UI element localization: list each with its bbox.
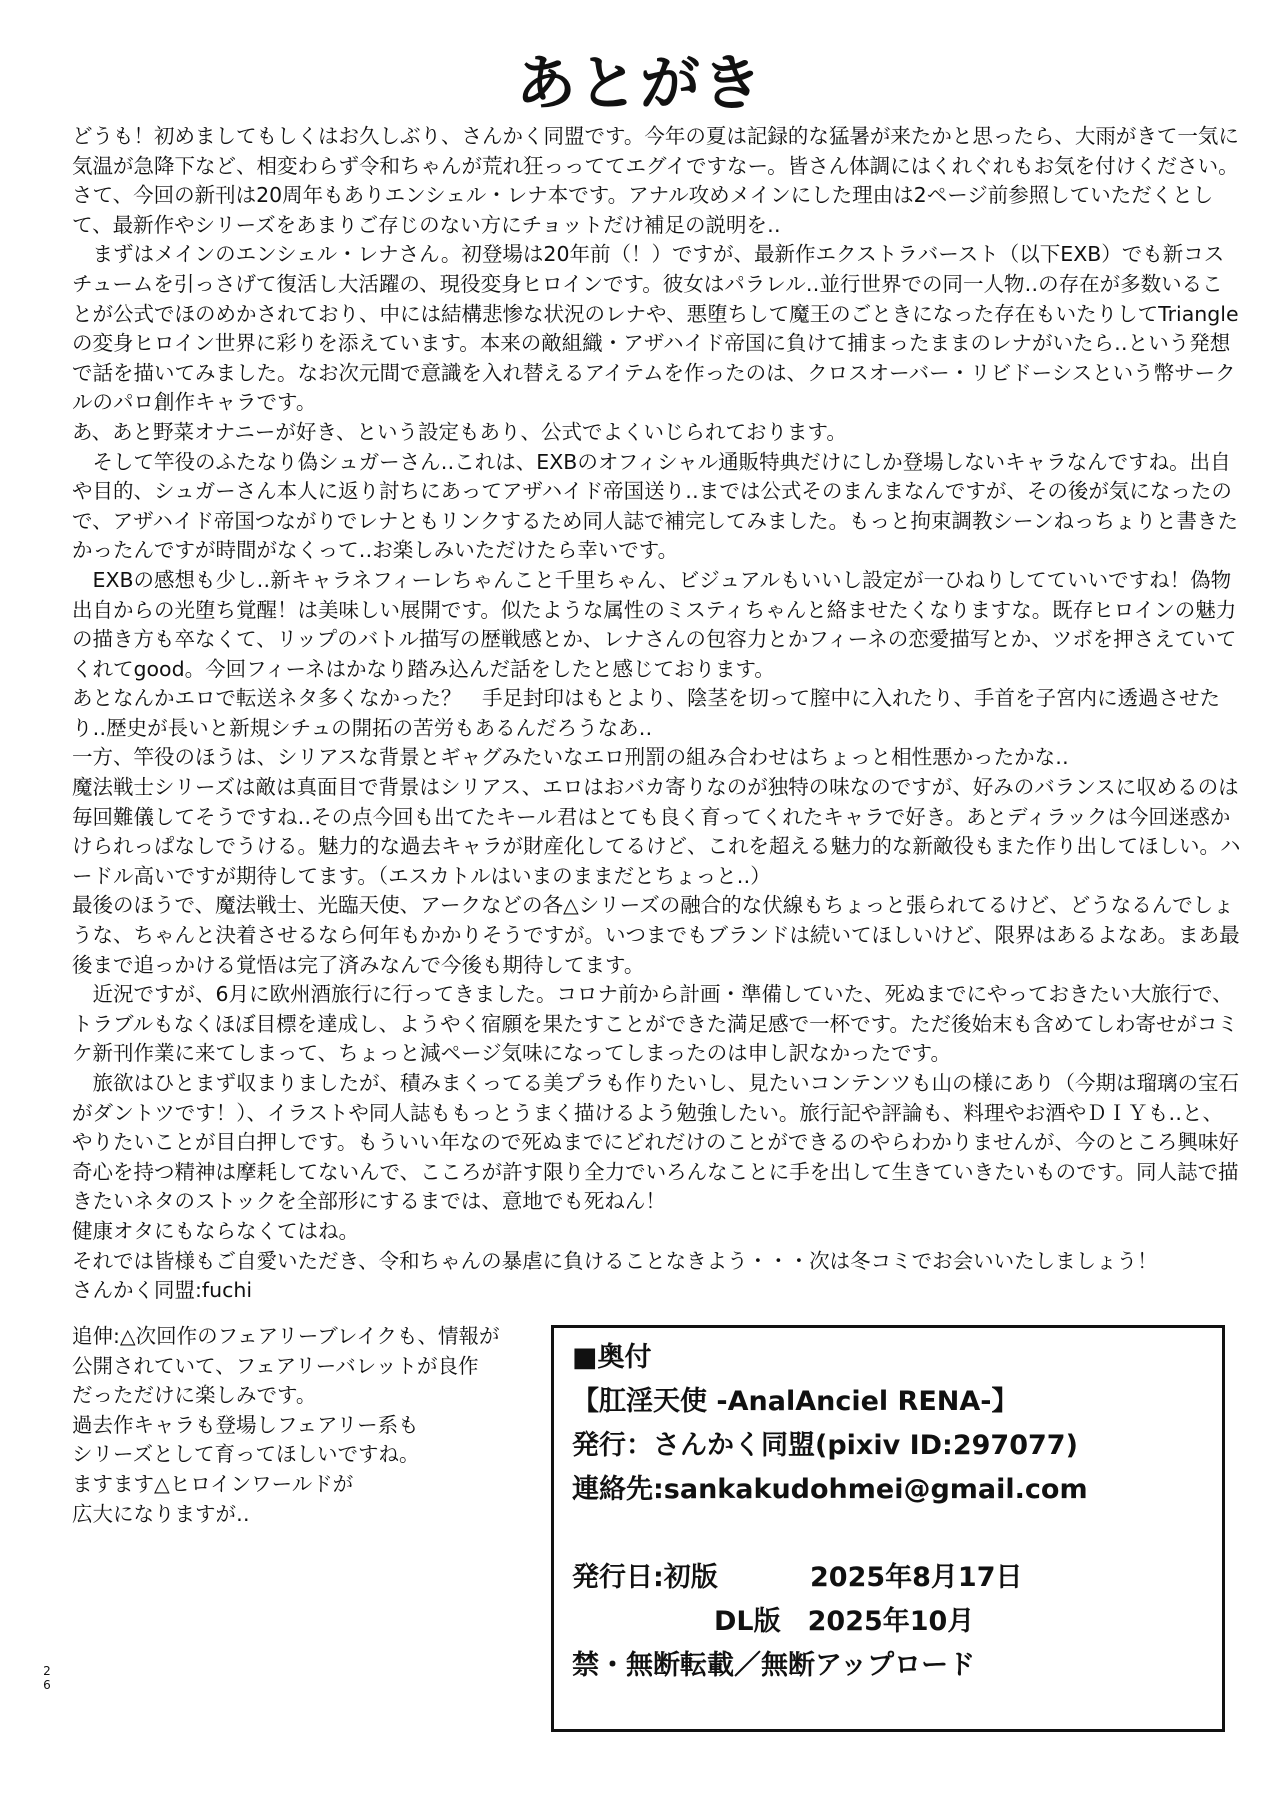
colophon-contact: 連絡先:sankakudohmei@gmail.com xyxy=(572,1474,1088,1505)
paragraph-rena-setting: あ、あと野菜オナニーが好き、という設定もあり、公式でよくいじられております。 xyxy=(72,419,847,444)
paragraph-rena: まずはメインのエンシェル・レナさん。初登場は20年前（！）ですが、最新作エクストラバースト（以下EXB）でも新コスチュームを引っさげて復活し大活躍の、現役変身ヒロインです。彼女はパラレル‥並行世界での同一人物‥の存在が多数いることが公式でほのめかされており、中には結構悲惨な状況のレナや、悪堕ちして魔王のごときになった存在もいたりしてTriangleの変身ヒロイン世界に彩りを添えています。本来の敵組織・アザハイド帝国に負けて捕まったままのレナがいたら‥という発想で話を描いてみました。なお次元間で意識を入れ替えるアイテムを作ったのは、クロスオーバー・リビドーシスという幣サークルのパロ創作キャラです。 xyxy=(72,242,1239,415)
paragraph-fake-sugar: そして竿役のふたなり偽シュガーさん‥これは、EXBのオフィシャル通販特典だけにしか登場しないキャラなんですね。出自や目的、シュガーさん本人に返り討ちにあってアザハイド帝国送り‥までは公式そのまんまなんですが、その後が気になったので、アザハイド帝国つながりでレナともリンクするため同人誌で補完してみました。もっと拘束調教シーンねっちょりと書きたかったんですが時間がなくって‥お楽しみいただけたら幸いです。 xyxy=(72,449,1239,563)
paragraph-travel: 近況ですが、6月に欧州酒旅行に行ってきました。コロナ前から計画・準備していた、死ぬまでにやっておきたい大旅行で、トラブルもなくほぼ目標を達成し、ようやく宿願を果たすことができた満足感で一杯です。ただ後始末も含めてしわ寄せがコミケ新刊作業に来てしまって、ちょっと減ページ気味になってしまったのは申し訳なかったです。 xyxy=(72,982,1239,1066)
colophon-heading: ■奥付 xyxy=(572,1342,652,1373)
paragraph-closing: それでは皆様もご自愛いただき、令和ちゃんの暴虐に負けることなきよう・・・次は冬コミでお会いいたしましょう！ xyxy=(72,1248,1158,1273)
paragraph-transfer: あとなんかエロで転送ネタ多くなかった？ 手足封印はもとより、陰茎を切って膣中に入れたり、手首を子宮内に透過させたり‥歴史が長いと新規シチュの開拓の苦労もあるんだろうなあ‥ xyxy=(72,686,1220,740)
dl-date: 2025年10月 xyxy=(807,1606,975,1637)
paragraph-hobbies: 旅欲はひとまず収まりましたが、積みまくってる美プラも作りたいし、見たいコンテンツも山の様にあり（今期は瑠璃の宝石がダントツです！）、イラストや同人誌ももっとうまく描けるよう勉強したい。旅行記や評論も、料理やお酒やＤＩＹも‥と、やりたいことが目白押しです。もういい年なので死ぬまでにどれだけのことができるのやらわかりませんが、今のところ興味好奇心を持つ精神は摩耗してないんで、こころが許す限り全力でいろんなことに手を出して生きていきたいものです。同人誌で描きたいネタのストックを全部形にするまでは、意地でも死ねん！ xyxy=(72,1071,1240,1214)
paragraph-new-book: さて、今回の新刊は20周年もありエンシェル・レナ本です。アナル攻めメインにした理由は2ページ前参照していただくとして、最新作やシリーズをあまりご存じのない方にチョットだけ補足の説明を‥ xyxy=(72,183,1214,237)
colophon-publisher: 発行：さんかく同盟(pixiv ID:297077) xyxy=(572,1430,1078,1461)
colophon-dl-edition xyxy=(572,1600,1206,1644)
paragraph-villain: 一方、竿役のほうは、シリアスな背景とギャグみたいなエロ刑罰の組み合わせはちょっと相性悪かったかな‥ xyxy=(72,745,1069,770)
issue-date-label: 発行日:初版 xyxy=(572,1562,718,1593)
paragraph-exb-impressions: EXBの感想も少し‥新キャラネフィーレちゃんこと千里ちゃん、ビジュアルもいいし設定が一ひねりしてていいですね！偽物出自からの光堕ち覚醒！は美味しい展開です。似たような属性のミスティちゃんと絡ませたくなりますな。既存ヒロインの魅力の描き方も卒なくて、リップのバトル描写の歴戦感とか、レナさんの包容力とかフィーネの恋愛描写とか、ツボを押さえていてくれてgood。今回フィーネはかなり踏み込んだ話をしたと感じております。 xyxy=(72,567,1237,681)
author-signature: さんかく同盟:fuchi xyxy=(72,1278,253,1303)
page-title: あとがき xyxy=(516,49,764,119)
paragraph-greeting: どうも！初めましてもしくはお久しぶり、さんかく同盟です。今年の夏は記録的な猛暑が来たかと思ったら、大雨がきて一気に気温が急降下など、相変わらず令和ちゃんが荒れ狂っっててエグイですなー。皆さん体調にはくれぐれもお気を付けください。 xyxy=(72,124,1239,178)
paragraph-series: 魔法戦士シリーズは敵は真面目で背景はシリアス、エロはおバカ寄りなのが独特の味なのですが、好みのバランスに収めるのは毎回難儀してそうですね‥その点今回も出てたキール君はとても良く育ってくれたキャラで好き。あとディラックは今回迷惑かけられっぱなしでうける。魅力的な過去キャラが財産化してるけど、これを超える魅力的な新敵役もまた作り出してほしい。ハードル高いですが期待してます。（エスカトルはいまのままだとちょっと‥） xyxy=(72,775,1241,888)
paragraph-health: 健康オタにもならなくてはね。 xyxy=(72,1218,359,1243)
page-number: 26 xyxy=(43,1664,51,1692)
colophon-first-edition xyxy=(572,1556,1206,1600)
colophon-title: 【肛淫天使 -AnalAnciel RENA-】 xyxy=(572,1386,1019,1417)
postscript: 追伸:△次回作のフェアリーブレイクも、情報が 公開されていて、フェアリーバレットが良作 だっただけに楽しみです。 過去作キャラも登場しフェアリー系も シリーズとして育ってほしいですね。 ますます△ヒロインワールドが 広大になりますが‥ xyxy=(72,1324,500,1526)
first-edition-date: 2025年8月17日 xyxy=(810,1562,1023,1593)
colophon-box xyxy=(551,1325,1225,1732)
dl-label: DL版 xyxy=(714,1606,781,1637)
colophon-notice: 禁・無断転載／無断アップロード xyxy=(572,1650,976,1681)
afterword-body xyxy=(72,122,1242,1306)
paragraph-crossover: 最後のほうで、魔法戦士、光臨天使、アークなどの各△シリーズの融合的な伏線もちょっと張られてるけど、どうなるんでしょうな、ちゃんと決着させるなら何年もかかりそうですが。いつまでもブランドは続いてほしいけど、限界はあるよなあ。まあ最後まで追っかける覚悟は完了済みなんで今後も期待してます。 xyxy=(72,893,1240,977)
